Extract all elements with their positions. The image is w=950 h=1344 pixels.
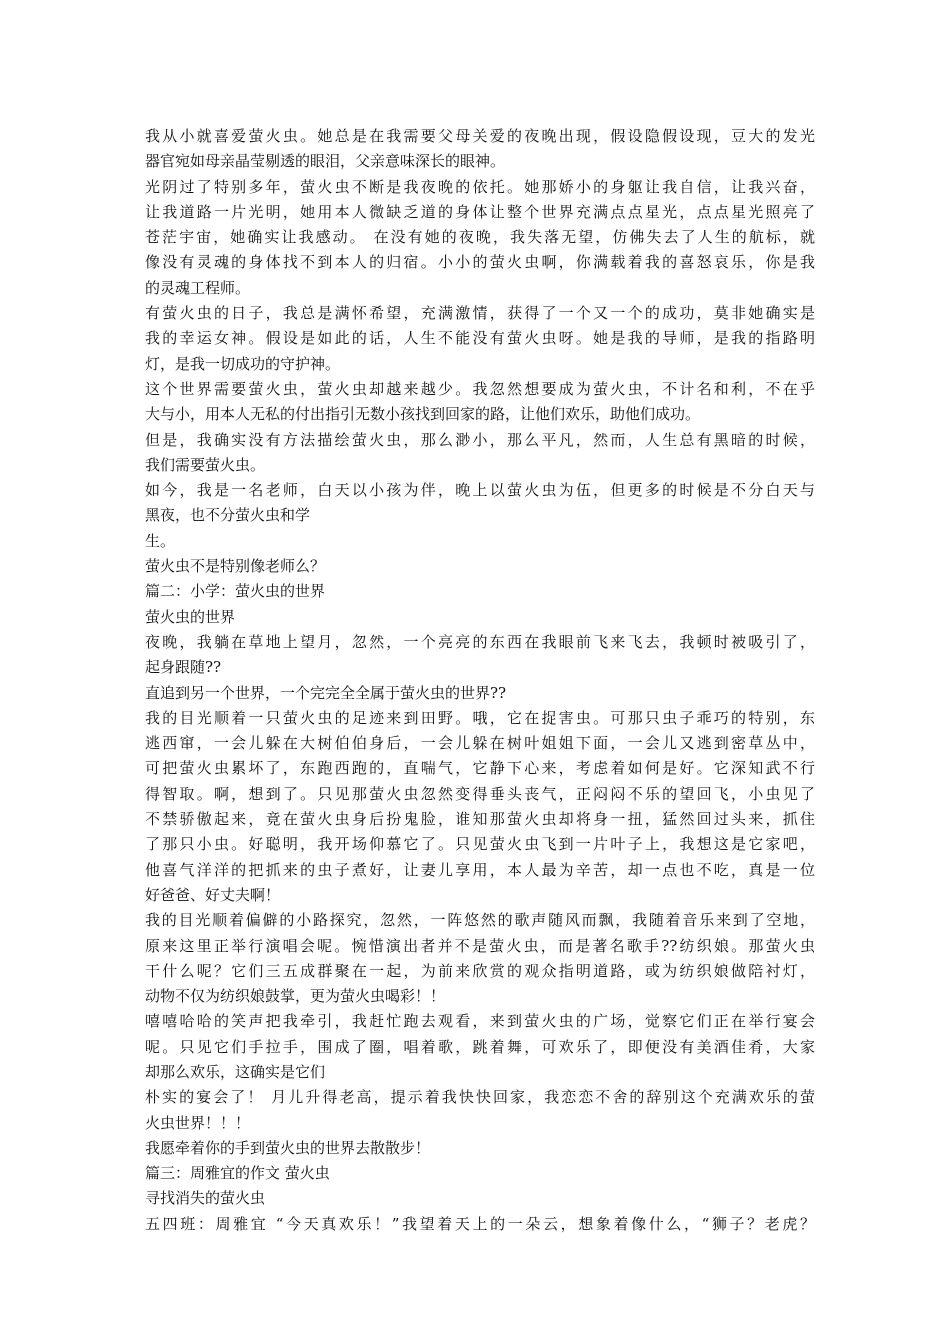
- text-line: 篇二：小学：萤火虫的世界: [145, 582, 326, 601]
- text-line: 可把萤火虫累坏了，东跑西跑的，直喘气，它静下心来，考虑着如何是好。它深知武不行: [145, 759, 815, 778]
- text-line: 火虫世界！！！: [145, 1113, 251, 1132]
- text-line: 我的幸运女神。假设是如此的话，人生不能没有萤火虫呀。她是我的导师，是我的指路明: [145, 329, 815, 348]
- text-line: 嘻嘻哈哈的笑声把我牵引，我赶忙跑去观看，来到萤火虫的广场，觉察它们正在举行宴会: [145, 1012, 815, 1031]
- text-line: 得智取。啊，想到了。只见那萤火虫忽然变得垂头丧气，正闷闷不乐的望回飞，小虫见了: [145, 784, 815, 803]
- text-line: 苍茫宇宙，她确实让我感动。 在没有她的夜晚，我失落无望，仿佛失去了人生的航标，就: [145, 228, 815, 247]
- text-line: 好爸爸、好丈夫啊！: [145, 885, 281, 904]
- text-line: 直追到另一个世界，一个完完全全属于萤火虫的世界??: [145, 683, 507, 702]
- text-line: 起身跟随??: [145, 658, 222, 677]
- text-line: 我的目光顺着偏僻的小路探究，忽然，一阵悠然的歌声随风而飘，我随着音乐来到了空地，: [145, 911, 815, 930]
- text-line: 寻找消失的萤火虫: [145, 1189, 266, 1208]
- text-line: 我从小就喜爱萤火虫。她总是在我需要父母关爱的夜晚出现，假设隐假设现，豆大的发光: [145, 127, 815, 145]
- text-line: 光阴过了特别多年，萤火虫不断是我夜晚的依托。她那娇小的身躯让我自信，让我兴奋，: [145, 177, 815, 196]
- text-line: 让我道路一片光明，她用本人微缺乏道的身体让整个世界充满点点星光，点点星光照亮了: [145, 202, 815, 221]
- text-line: 五四班：周雅宜 “今天真欢乐！”我望着天上的一朵云，想象着像什么，“狮子？老虎？: [145, 1214, 815, 1233]
- text-line: 萤火虫的世界: [145, 607, 236, 626]
- text-line: 夜晚，我躺在草地上望月，忽然，一个亮亮的东西在我眼前飞来飞去，我顿时被吸引了，: [145, 632, 815, 651]
- text-line: 灯，是我一切成功的守护神。: [145, 354, 341, 373]
- text-line: 我们需要萤火虫。: [145, 455, 266, 474]
- text-line: 我的目光顺着一只萤火虫的足迹来到田野。哦，它在捉害虫。可那只虫子乖巧的特别，东: [145, 708, 815, 727]
- text-line: 原来这里正举行演唱会呢。惋惜演出者并不是萤火虫，而是著名歌手??纺织娘。那萤火虫: [145, 936, 815, 955]
- text-line: 了那只小虫。好聪明，我开场仰慕它了。只见萤火虫飞到一片叶子上，我想这是它家吧，: [145, 835, 815, 854]
- text-line: 如今，我是一名老师，白天以小孩为伴，晚上以萤火虫为伍，但更多的时候是不分白天与: [145, 481, 815, 500]
- text-line: 干什么呢？它们三五成群聚在一起，为前来欣赏的观众指明道路，或为纺织娘做陪衬灯，: [145, 961, 815, 980]
- text-line: 篇三：周雅宜的作文 萤火虫: [145, 1164, 330, 1183]
- text-line: 呢。只见它们手拉手，围成了圈，唱着歌，跳着舞，可欢乐了，即便没有美酒佳肴，大家: [145, 1037, 815, 1056]
- text-line: 但是，我确实没有方法描绘萤火虫，那么渺小，那么平凡，然而，人生总有黑暗的时候，: [145, 430, 815, 449]
- text-line: 我愿牵着你的手到萤火虫的世界去散散步！: [145, 1138, 431, 1157]
- text-line: 逃西窜，一会儿躲在大树伯伯身后，一会儿躲在树叶姐姐下面，一会儿又逃到密草丛中，: [145, 734, 815, 753]
- text-line: 器官宛如母亲晶莹剔透的眼泪，父亲意味深长的眼神。: [145, 152, 506, 171]
- text-line: 生。: [145, 531, 176, 550]
- text-line: 萤火虫不是特别像老师么？: [145, 557, 326, 576]
- text-line: 动物不仅为纺织娘鼓掌，更为萤火虫喝彩！！: [145, 987, 446, 1006]
- text-line: 这个世界需要萤火虫，萤火虫却越来越少。我忽然想要成为萤火虫，不计名和利，不在乎: [145, 379, 815, 398]
- text-line: 黑夜，也不分萤火虫和学: [145, 506, 311, 525]
- text-line: 却那么欢乐，这确实是它们: [145, 1062, 326, 1081]
- text-line: 的灵魂工程师。: [145, 278, 251, 297]
- text-line: 像没有灵魂的身体找不到本人的归宿。小小的萤火虫啊，你满载着我的喜怒哀乐，你是我: [145, 253, 815, 272]
- text-line: 不禁骄傲起来，竟在萤火虫身后扮鬼脸，谁知那萤火虫却将身一扭，猛然回过头来，抓住: [145, 810, 815, 829]
- text-line: 大与小，用本人无私的付出指引无数小孩找到回家的路，让他们欢乐，助他们成功。: [145, 405, 701, 424]
- text-line: 朴实的宴会了！ 月儿升得老高，提示着我快快回家，我恋恋不舍的辞别这个充满欢乐的萤: [145, 1088, 815, 1107]
- document-page: [145, 124, 815, 1237]
- text-line: 他喜气洋洋的把抓来的虫子煮好，让妻儿享用，本人最为辛苦，却一点也不吃，真是一位: [145, 860, 815, 879]
- text-line: 有萤火虫的日子，我总是满怀希望，充满激情，获得了一个又一个的成功，莫非她确实是: [145, 304, 815, 323]
